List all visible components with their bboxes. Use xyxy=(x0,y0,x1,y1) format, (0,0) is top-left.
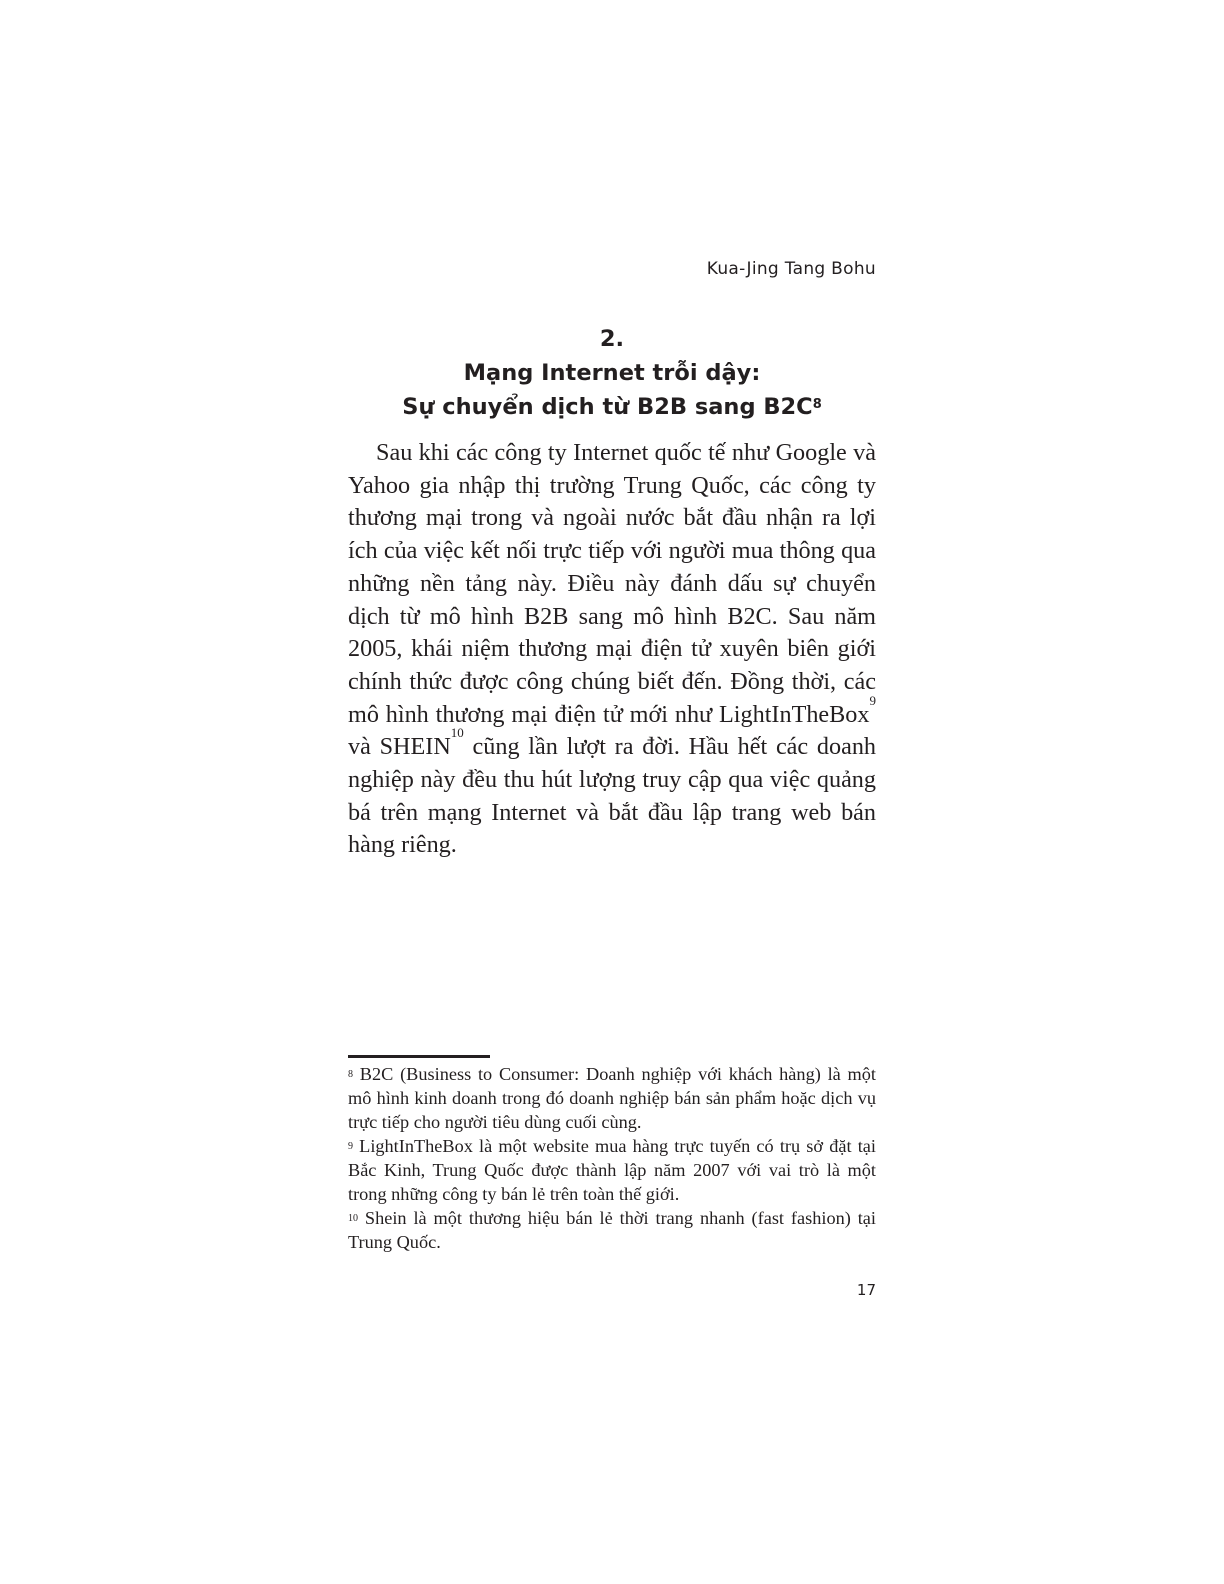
footnotes xyxy=(348,1062,876,1254)
chapter-title-line-1: Mạng Internet trỗi dậy: xyxy=(463,360,761,386)
footnote-number: 10 xyxy=(348,1213,358,1224)
chapter-number: 2. xyxy=(599,326,625,352)
chapter-heading xyxy=(348,322,876,424)
footnote-10 xyxy=(348,1206,876,1254)
chapter-title-text: Sự chuyển dịch từ B2B sang B2C xyxy=(402,394,813,420)
footnote-text: Shein là một thương hiệu bán lẻ thời trang nhanh (fast fashion) tại Trung Quốc. xyxy=(348,1208,876,1252)
paragraph-text-3: cũng lần lượt ra đời. Hầu hết các doanh nghiệp này đều thu hút lượng truy cập qua việc quảng bá trên mạng Internet và bắt đầu lập trang web bán hàng riêng. xyxy=(348,733,877,859)
paragraph-text-2: và SHEIN xyxy=(348,733,451,761)
footnote-8 xyxy=(348,1062,876,1134)
running-header: Kua-Jing Tang Bohu xyxy=(706,259,876,279)
footnote-9 xyxy=(348,1134,876,1206)
footnote-number: 9 xyxy=(348,1141,353,1152)
footnote-divider xyxy=(348,1055,490,1058)
footnote-text: LightInTheBox là một website mua hàng trực tuyến có trụ sở đặt tại Bắc Kinh, Trung Quốc được thành lập năm 2007 với vai trò là một trong những công ty bán lẻ trên toàn thế giới. xyxy=(348,1136,876,1204)
footnote-ref-8: 8 xyxy=(812,397,822,412)
footnote-text: B2C (Business to Consumer: Doanh nghiệp với khách hàng) là một mô hình kinh doanh trong đó doanh nghiệp bán sản phẩm hoặc dịch vụ trực tiếp cho người tiêu dùng cuối cùng. xyxy=(348,1064,876,1132)
body-paragraph xyxy=(348,437,876,862)
footnote-ref-10: 10 xyxy=(450,725,464,741)
footnote-ref-9: 9 xyxy=(869,692,876,708)
footnote-number: 8 xyxy=(348,1069,353,1080)
paragraph-text-1: Sau khi các công ty Internet quốc tế như Google và Yahoo gia nhập thị trường Trung Quốc, các công ty thương mại trong và ngoài nước bắt đầu nhận ra lợi ích của việc kết nối trực tiếp với người mua thông qua những nền tảng này. Điều này đánh dấu sự chuyển dịch từ mô hình B2B sang mô hình B2C. Sau năm 2005, khái niệm thương mại điện tử xuyên biên giới chính thức được công chúng biết đến. Đồng thời, các mô hình thương mại điện tử mới như LightInTheBox xyxy=(348,439,876,728)
page-number: 17 xyxy=(856,1281,876,1299)
chapter-title-line-2 xyxy=(348,390,876,424)
